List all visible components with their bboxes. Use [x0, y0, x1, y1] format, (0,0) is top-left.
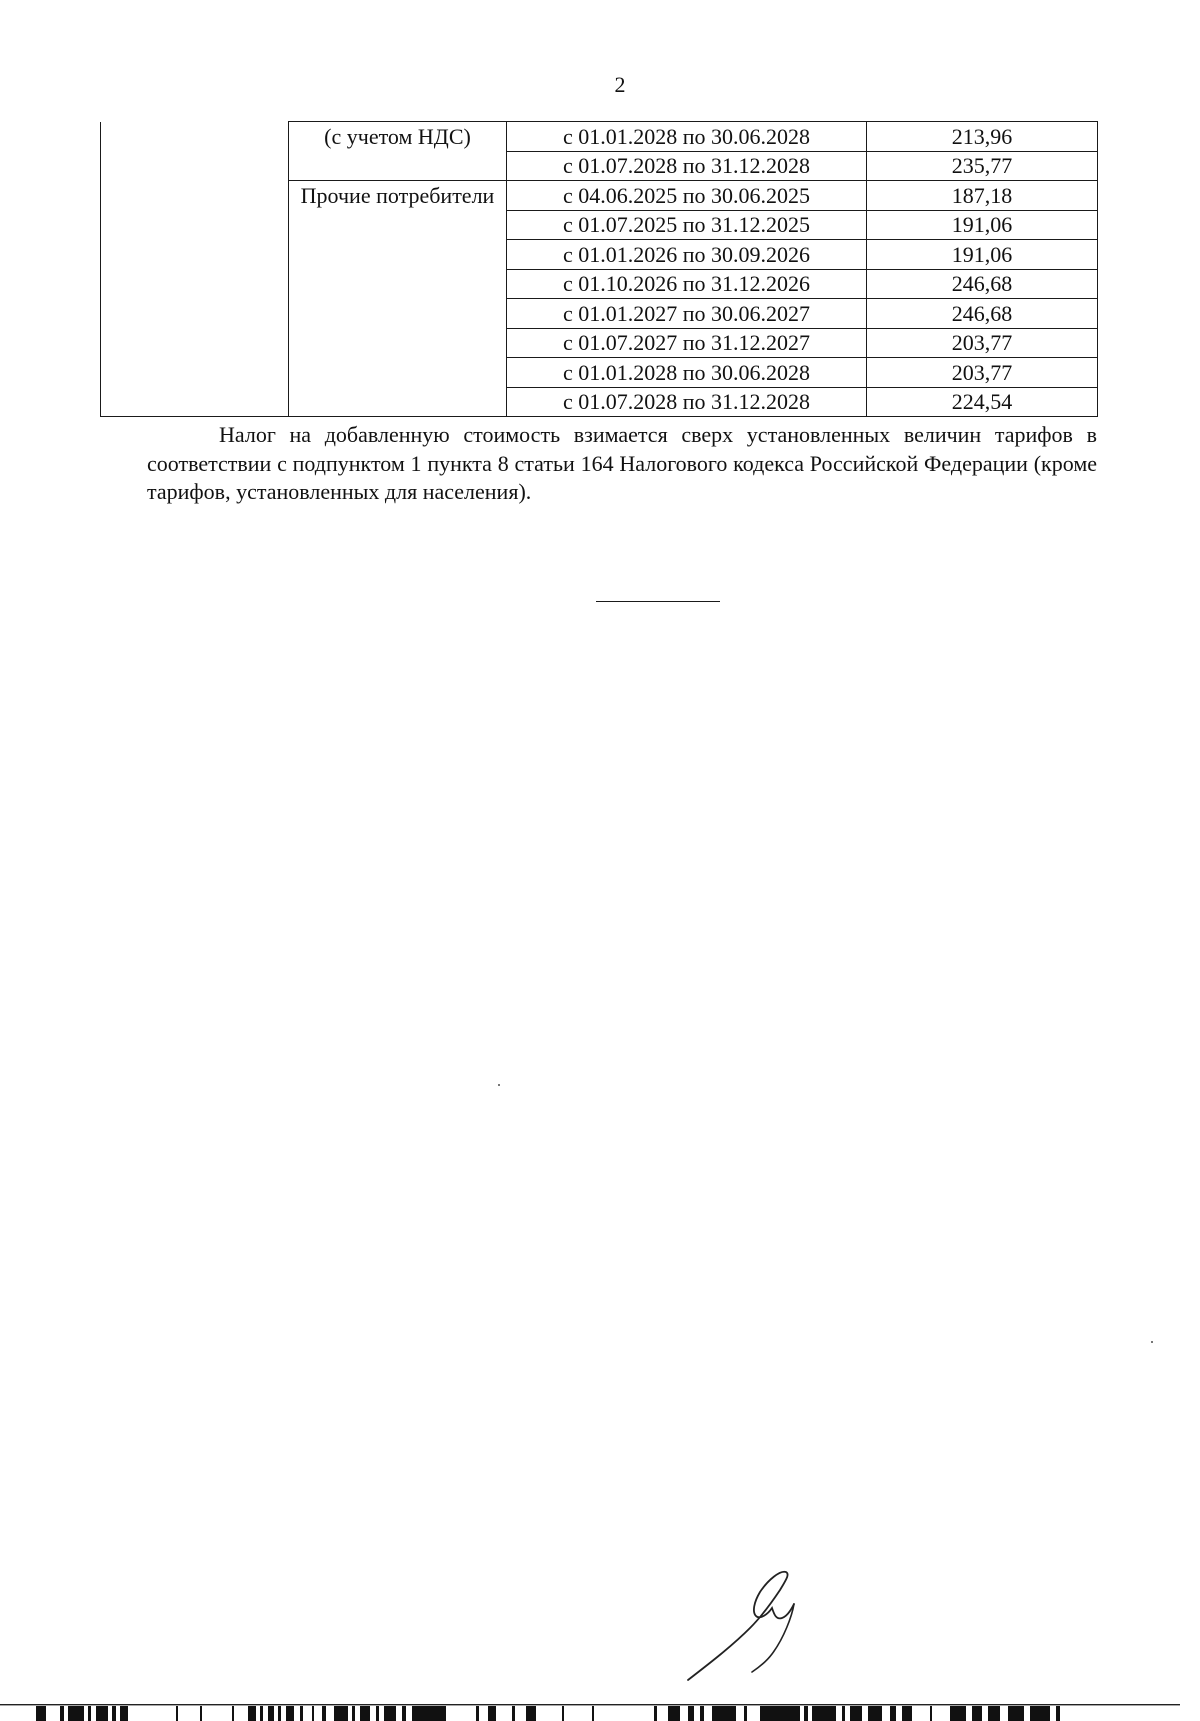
tariff-value-cell: 213,96: [867, 122, 1098, 152]
tariff-value-cell: 235,77: [867, 151, 1098, 181]
group-label-other-consumers: Прочие потребители: [289, 181, 507, 417]
period-cell: с 04.06.2025 по 30.06.2025: [507, 181, 867, 211]
tariff-value-cell: 203,77: [867, 328, 1098, 358]
page-number: 2: [614, 72, 626, 97]
tariff-value-cell: 187,18: [867, 181, 1098, 211]
tariff-value-cell: 191,06: [867, 240, 1098, 270]
vat-note-paragraph: Налог на добавленную стоимость взимается сверх установленных величин тарифов в соответствии с подпунктом 1 пункта 8 статьи 164 Налогового кодекса Российской Федерации (кроме тарифов, установленных для населения).: [147, 422, 1097, 504]
tariff-value-cell: 191,06: [867, 210, 1098, 240]
period-cell: с 01.01.2028 по 30.06.2028: [507, 122, 867, 152]
scan-speck: [1151, 1341, 1153, 1343]
period-cell: с 01.01.2026 по 30.09.2026: [507, 240, 867, 270]
period-cell: с 01.07.2028 по 31.12.2028: [507, 387, 867, 417]
tariff-value-cell: 246,68: [867, 299, 1098, 329]
scan-barcode-strip-icon: [0, 1700, 1200, 1721]
period-cell: с 01.07.2028 по 31.12.2028: [507, 151, 867, 181]
period-cell: с 01.07.2025 по 31.12.2025: [507, 210, 867, 240]
end-of-text-rule: [596, 601, 720, 602]
period-cell: с 01.10.2026 по 31.12.2026: [507, 269, 867, 299]
table-row: [101, 122, 1098, 152]
tariff-value-cell: 224,54: [867, 387, 1098, 417]
tariff-value-cell: 246,68: [867, 269, 1098, 299]
scan-speck: [498, 1084, 500, 1086]
tariff-table: [100, 121, 1098, 417]
empty-first-column: [101, 122, 289, 417]
group-label-vat: (с учетом НДС): [289, 122, 507, 181]
period-cell: с 01.01.2027 по 30.06.2027: [507, 299, 867, 329]
tariff-value-cell: 203,77: [867, 358, 1098, 388]
period-cell: с 01.07.2027 по 31.12.2027: [507, 328, 867, 358]
signature-mark-icon: [680, 1568, 820, 1688]
period-cell: с 01.01.2028 по 30.06.2028: [507, 358, 867, 388]
